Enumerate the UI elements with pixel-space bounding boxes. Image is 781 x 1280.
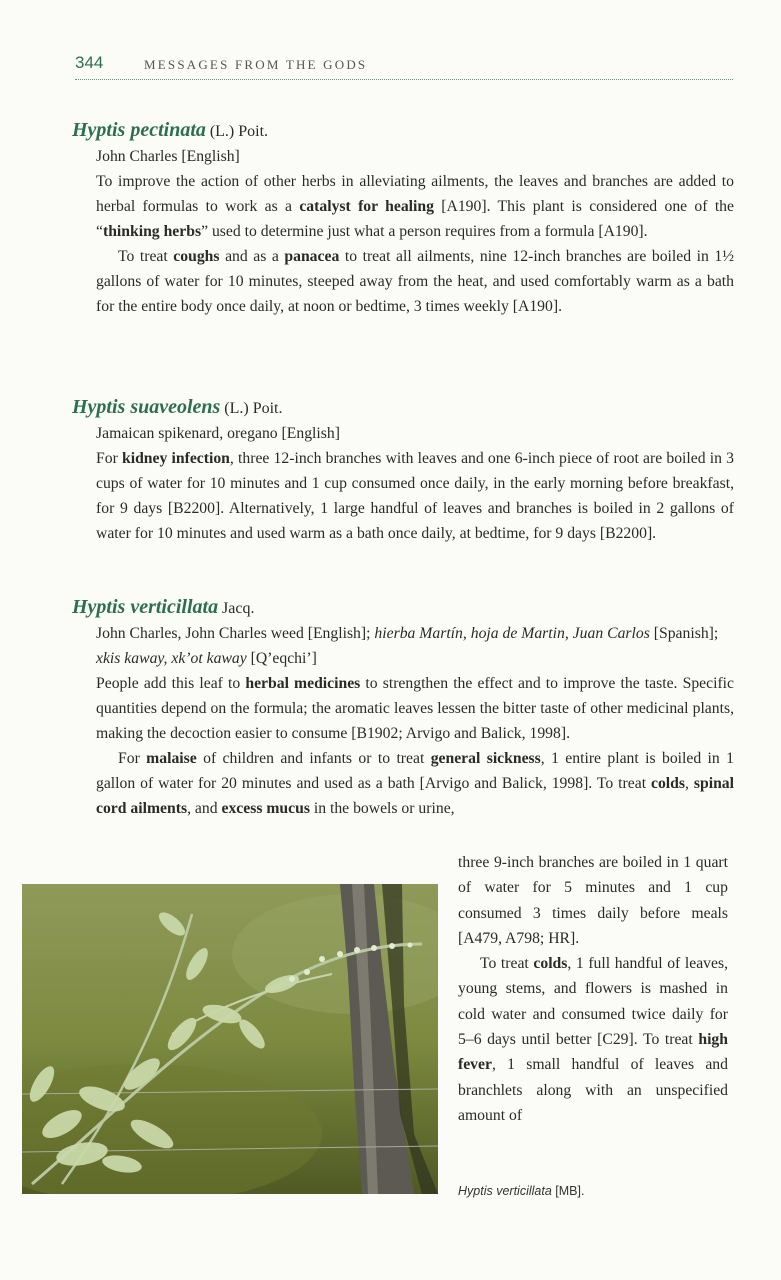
paragraph: For kidney infection, three 12-inch branches with leaves and one 6-inch piece of root are boiled in 3 cups of water for 10 minutes and 1 cup consumed once daily, in the early morning before breakfast, for 9 days [B2200]. Alternatively, 1 large handful of leaves and branches is boiled in 2 gallons of water for 10 minutes and used warm as a bath once daily, at bedtime, for 9 days [B2200]. [96,450,734,542]
paragraph: To treat coughs and as a panacea to treat all ailments, nine 12-inch branches are boiled in 1½ gallons of water for 10 minutes, steeped away from the heat, and used comfortably warm as a bath for the entire body once daily, at noon or bedtime, 3 times weekly [A190]. [96,248,734,315]
figure-caption: Hyptis verticillata [MB]. [458,1184,585,1198]
header-rule [75,79,733,80]
page-header [75,53,733,81]
taxon-authority: Jacq. [222,600,255,617]
common-names: John Charles [English] [96,148,240,165]
taxon-name: Hyptis suaveolens [72,396,221,418]
running-title: MESSAGES FROM THE GODS [144,57,368,72]
common-names: John Charles, John Charles weed [English]; hierba Martín, hoja de Martin, Juan Carlos [Spanish]; xkis kaway, xk’ot kaway [Q’eqchi’] [96,625,719,667]
taxon-authority: (L.) Poit. [224,400,283,417]
common-names: Jamaican spikenard, oregano [English] [96,425,340,442]
paragraph-continuation: three 9-inch branches are boiled in 1 quart of water for 5 minutes and 1 cup consumed 3 times daily before meals [A479, A798; HR]. [458,854,728,947]
entry-hyptis-suaveolens [72,395,734,546]
entry-heading [72,595,734,621]
entry-hyptis-verticillata [72,595,734,821]
entry-hyptis-pectinata [72,118,734,319]
paragraph: For malaise of children and infants or to treat general sickness, 1 entire plant is boiled in 1 gallon of water for 20 minutes and used as a bath [Arvigo and Balick, 1998]. To treat colds, spinal cord ailments, and excess mucus in the bowels or urine, [96,750,734,817]
wrapped-text-column [458,850,728,1128]
taxon-name: Hyptis verticillata [72,596,219,618]
entry-heading [72,395,734,421]
taxon-authority: (L.) Poit. [209,123,269,140]
paragraph: To improve the action of other herbs in alleviating ailments, the leaves and branches are added to herbal formulas to work as a catalyst for healing [A190]. This plant is considered one of the “thinking herbs” used to determine just what a person requires from a formula [A190]. [96,173,734,240]
entry-heading [72,118,734,144]
plant-photo [22,884,438,1194]
paragraph: To treat colds, 1 full handful of leaves, young stems, and flowers is mashed in cold water and consumed twice daily for 5–6 days until better [C29]. To treat high fever, 1 small handful of leaves and branchlets along with an unspecified amount of [458,955,728,1124]
page-number: 344 [75,53,104,72]
taxon-name: Hyptis pectinata [72,119,206,141]
paragraph: People add this leaf to herbal medicines to strengthen the effect and to improve the taste. Specific quantities depend on the formula; the aromatic leaves lessen the bitter taste of other medicinal plants, making the decoction easier to consume [B1902; Arvigo and Balick, 1998]. [96,675,734,742]
